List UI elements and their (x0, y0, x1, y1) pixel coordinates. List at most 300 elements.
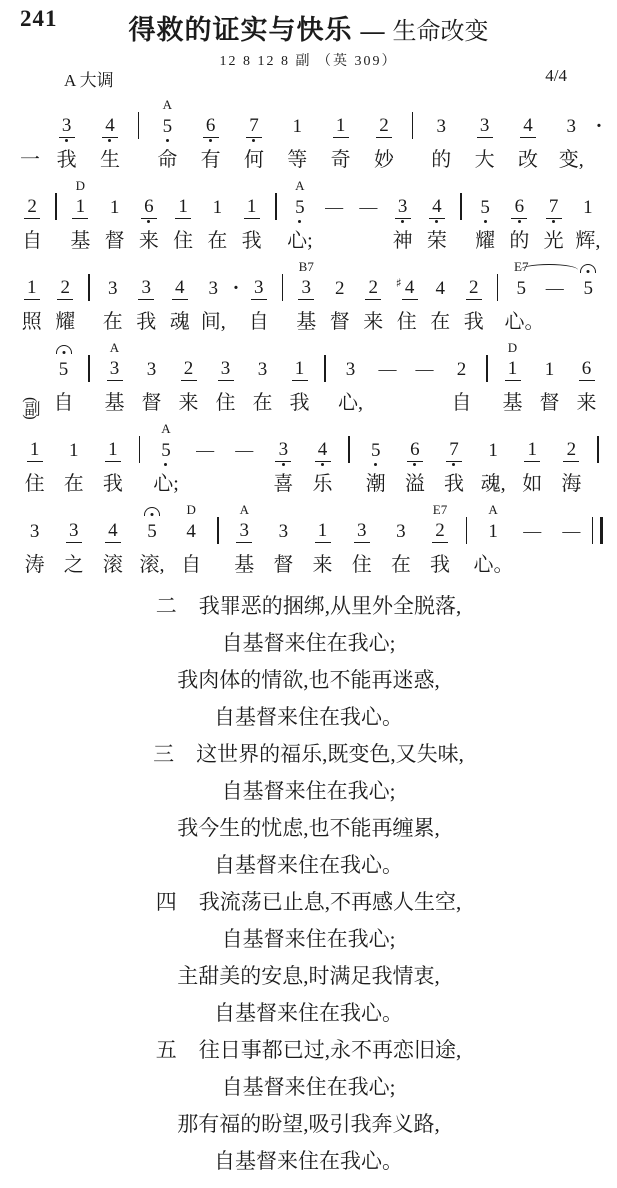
chord-slot (170, 339, 207, 357)
note-digit: 3 (108, 277, 118, 299)
note-slot (133, 357, 170, 381)
chord-label: D (186, 502, 196, 517)
note-slot (49, 276, 83, 300)
lyric: 来 (178, 392, 199, 414)
octave-slot (49, 219, 63, 226)
chord-slot (225, 501, 264, 519)
verse-line (0, 958, 617, 995)
low-octave-dot (65, 139, 68, 142)
note-cell (166, 177, 200, 258)
chord-slot (303, 420, 342, 438)
chord-slot (319, 96, 362, 114)
note-digit: 6 (579, 357, 595, 381)
lyric: 住 (351, 554, 372, 576)
note-digit: 1 (524, 438, 540, 462)
note-slot (130, 276, 164, 300)
note-digit: 3 (236, 519, 252, 543)
note-slot (351, 195, 385, 219)
octave-slot (15, 300, 49, 307)
note-slot (93, 438, 132, 462)
chord-slot (474, 420, 513, 438)
lyric: 来 (363, 311, 384, 333)
note-digit: 5 (161, 439, 171, 461)
note-digit: 2 (365, 276, 381, 300)
music-score (15, 96, 605, 582)
lyric: 等 (287, 149, 308, 171)
note-digit: 5 (480, 196, 490, 218)
note-cell (88, 96, 131, 177)
verse-number: 二 (155, 594, 177, 618)
octave-slot (276, 300, 290, 307)
note-cell (283, 177, 317, 258)
octave-slot (319, 138, 362, 145)
barline (88, 355, 90, 382)
chord-slot (395, 420, 434, 438)
barline (55, 193, 57, 220)
lyric: 自 (248, 311, 269, 333)
lyric: 的 (431, 149, 452, 171)
octave-slot (571, 219, 605, 226)
key-signature: A 大调 (64, 71, 114, 90)
octave-slot (506, 138, 549, 145)
low-octave-dot (413, 463, 416, 466)
note-digit: 5 (370, 439, 381, 461)
lyric: 间, (200, 311, 226, 333)
barline (497, 274, 499, 301)
note-cell (133, 339, 170, 420)
note-cell (170, 339, 207, 420)
octave-slot (491, 300, 505, 307)
note-slot (593, 114, 605, 138)
octave-slot (54, 543, 93, 550)
chord-slot (420, 501, 459, 519)
lyric: 如 (522, 473, 543, 495)
note-slot (88, 114, 131, 138)
chord-slot (381, 501, 420, 519)
note-slot (230, 276, 242, 300)
chord-slot (434, 420, 473, 438)
note-slot (505, 276, 539, 300)
fermata-icon (580, 264, 596, 273)
octave-slot (513, 543, 552, 550)
octave-slot (170, 381, 207, 388)
note-digit: 3 (208, 277, 218, 299)
note-slot (172, 519, 211, 543)
octave-slot (93, 543, 132, 550)
lyric: 我 (443, 473, 464, 495)
octave-slot (49, 300, 83, 307)
note-cell (420, 177, 454, 258)
note-digit: 1 (105, 438, 121, 462)
lyric: 变, (558, 149, 584, 171)
note-digit: 3 (477, 114, 493, 138)
note-cell (49, 258, 83, 339)
note-digit: 2 (335, 277, 345, 299)
note-slot (15, 114, 45, 138)
note-digit: 3 (436, 115, 447, 137)
barline (139, 436, 141, 463)
lyric: 住 (24, 473, 45, 495)
note-cell (552, 420, 591, 501)
note-cell (424, 258, 458, 339)
page-title (0, 8, 617, 47)
chord-slot (172, 501, 211, 519)
lyric: 海 (561, 473, 582, 495)
score-line (15, 177, 605, 258)
lyric: 改 (517, 149, 538, 171)
note-cell (15, 177, 49, 258)
note-digit: 3 (59, 114, 75, 138)
note-cell (386, 177, 420, 258)
note-digit: 4 (402, 276, 418, 300)
chord-slot (424, 258, 458, 276)
note-digit: 3 (396, 520, 406, 542)
octave-slot (232, 138, 275, 145)
note-digit: 3 (275, 438, 291, 462)
octave-slot (342, 462, 356, 469)
note-digit: 3 (138, 276, 154, 300)
note-cell (264, 420, 303, 501)
note-slot (225, 519, 264, 543)
note-slot (45, 114, 88, 138)
lyric-slot (591, 550, 605, 582)
octave-slot (15, 138, 45, 145)
note-slot (323, 276, 357, 300)
note-digit: 1 (333, 114, 349, 138)
note-digit: 6 (511, 195, 527, 219)
note-cell (207, 339, 244, 420)
octave-slot (132, 219, 166, 226)
note-slot (197, 276, 231, 300)
lyric: 我 (289, 392, 310, 414)
lyric: 妙 (373, 149, 394, 171)
note-cell (163, 258, 197, 339)
note-slot (283, 195, 317, 219)
chord-label: E7 (514, 259, 529, 274)
chord-slot (550, 96, 593, 114)
verse-line (0, 884, 617, 921)
note-slot (166, 195, 200, 219)
note-digit: 5 (162, 115, 173, 137)
lyric: 住 (396, 311, 417, 333)
chord-slot (230, 258, 242, 276)
note-slot (513, 438, 552, 462)
octave-slot (15, 462, 54, 469)
octave-slot (443, 381, 480, 388)
note-cell (290, 258, 324, 339)
barline (324, 355, 326, 382)
note-cell (225, 501, 264, 582)
note-cell (96, 258, 130, 339)
duration-dash: — (562, 520, 581, 541)
octave-slot (45, 381, 82, 388)
note-digit: 1 (175, 195, 191, 219)
lyric: 心。 (504, 311, 545, 333)
chord-slot (15, 501, 54, 519)
note-slot (390, 276, 424, 300)
lyric: 心; (287, 230, 313, 252)
note-slot (424, 276, 458, 300)
octave-slot (132, 543, 171, 550)
octave-slot (386, 219, 420, 226)
octave-slot (146, 138, 189, 145)
chord-slot (362, 96, 405, 114)
octave-slot (93, 462, 132, 469)
verse-line (0, 810, 617, 847)
note-slot (381, 519, 420, 543)
note-slot (395, 438, 434, 462)
chord-label: B7 (298, 259, 314, 274)
lyric: 魂, (480, 473, 506, 495)
octave-slot (454, 219, 468, 226)
octave-slot (474, 543, 513, 550)
barline-cell (406, 96, 420, 177)
note-slot (276, 276, 290, 300)
chord-label: A (488, 502, 498, 517)
octave-slot (568, 381, 605, 388)
barline (88, 274, 90, 301)
chord-label: D (75, 178, 86, 193)
duration-dash: — (545, 277, 564, 298)
lyric (351, 226, 385, 258)
octave-slot (264, 543, 303, 550)
note-cell (463, 96, 506, 177)
note-digit: 5 (583, 277, 593, 299)
octave-slot (550, 138, 593, 145)
note-slot (211, 519, 225, 543)
low-octave-dot (452, 463, 455, 466)
lyric: 神 (392, 230, 413, 252)
note-cell (232, 96, 275, 177)
note-slot (386, 195, 420, 219)
note-slot (357, 276, 391, 300)
octave-slot (146, 462, 185, 469)
verse-marker-cell (15, 339, 45, 420)
note-slot (189, 114, 232, 138)
note-digit: 2 (466, 276, 482, 300)
sharp-icon: ♯ (395, 275, 402, 290)
note-slot (207, 357, 244, 381)
note-digit: 4 (435, 277, 445, 299)
chord-slot (420, 96, 463, 114)
chord-slot (281, 339, 318, 357)
note-cell (568, 339, 605, 420)
barline-cell (276, 258, 290, 339)
chord-slot (593, 96, 605, 114)
dash-cell (513, 501, 552, 582)
lyric (552, 550, 591, 582)
note-digit: 4 (186, 520, 196, 542)
chord-label: A (161, 421, 171, 436)
verse-text: 自基督来住在我心。 (214, 1149, 403, 1173)
note-slot (406, 357, 443, 381)
note-slot (15, 438, 54, 462)
barline-cell (49, 177, 63, 258)
note-slot (406, 114, 420, 138)
note-slot (264, 438, 303, 462)
note-digit: 1 (544, 358, 555, 380)
duration-dash: — (325, 196, 344, 217)
lyric: 大 (474, 149, 495, 171)
dash-cell (538, 258, 572, 339)
chord-label: E7 (432, 502, 448, 517)
note-cell (572, 258, 606, 339)
chord-slot (443, 339, 480, 357)
note-cell (357, 258, 391, 339)
dash-cell (406, 339, 443, 420)
note-digit: 3 (66, 519, 82, 543)
lyric: 乐 (312, 473, 333, 495)
lyric: 自 (53, 392, 74, 414)
note-slot (463, 114, 506, 138)
lyric: 基 (234, 554, 255, 576)
chord-slot (88, 96, 131, 114)
note-cell (146, 96, 189, 177)
chord-slot (54, 420, 93, 438)
note-cell (54, 420, 93, 501)
note-cell (494, 339, 531, 420)
note-cell (332, 339, 369, 420)
verse-marker-cell (15, 96, 45, 177)
note-digit: 3 (354, 519, 370, 543)
octave-slot (342, 543, 381, 550)
octave-slot (96, 381, 133, 388)
octave-slot (591, 462, 605, 469)
verse-marker: 一 (20, 149, 40, 171)
note-slot (342, 438, 356, 462)
note-cell (15, 258, 49, 339)
verse-line (0, 625, 617, 662)
duration-dash: — (196, 439, 215, 460)
chord-slot (96, 339, 133, 357)
octave-slot (463, 138, 506, 145)
note-slot (552, 519, 591, 543)
note-cell (15, 501, 54, 582)
lyric (317, 226, 351, 258)
low-octave-dot (518, 220, 521, 223)
barline-cell (480, 339, 494, 420)
low-octave-dot (552, 220, 555, 223)
note-slot (342, 519, 381, 543)
verse-text: 往日事都已过,永不再恋旧途, (198, 1038, 462, 1062)
note-slot (132, 114, 146, 138)
octave-slot (133, 381, 170, 388)
fermata-icon (56, 345, 72, 354)
note-digit: 3 (257, 358, 268, 380)
hymn-number: 241 (20, 6, 58, 31)
chord-slot (98, 177, 132, 195)
score-line (15, 339, 605, 420)
lyric: 我 (56, 149, 77, 171)
note-slot (82, 276, 96, 300)
note-slot (132, 438, 146, 462)
octave-slot (283, 219, 317, 226)
chord-slot (420, 177, 454, 195)
note-slot (63, 195, 97, 219)
verse-text: 自基督来住在我心; (221, 927, 396, 951)
note-cell (356, 420, 395, 501)
note-slot (146, 114, 189, 138)
note-cell (506, 96, 549, 177)
lyric-slot (211, 550, 225, 582)
verse-text: 我今生的忧虑,也不能再缠累, (177, 816, 440, 840)
chord-label: A (295, 178, 305, 193)
final-barline-cell (591, 501, 605, 582)
note-slot (303, 519, 342, 543)
verse-marker (15, 388, 45, 420)
note-digit: 4 (429, 195, 445, 219)
chord-slot (186, 420, 225, 438)
chord-slot (15, 258, 49, 276)
chord-slot (552, 420, 591, 438)
lyric: 基 (70, 230, 91, 252)
note-digit: 3 (298, 276, 314, 300)
lyric: 在 (430, 311, 451, 333)
note-slot (15, 276, 49, 300)
note-cell (276, 96, 319, 177)
note-cell (242, 258, 276, 339)
note-digit: 1 (315, 519, 331, 543)
octave-slot (357, 300, 391, 307)
lyric-slot (460, 550, 474, 582)
note-slot (242, 276, 276, 300)
lyric-slot (406, 145, 420, 177)
low-octave-dot (321, 463, 324, 466)
note-cell (132, 177, 166, 258)
octave-slot (406, 381, 443, 388)
note-digit: 1 (212, 196, 223, 218)
note-slot (494, 357, 531, 381)
verse-text: 这世界的福乐,既变色,又失味, (196, 742, 464, 766)
chord-label: A (239, 502, 249, 517)
note-digit: 1 (244, 195, 260, 219)
verse-line (0, 588, 617, 625)
note-digit: 1 (292, 357, 308, 381)
note-slot (15, 195, 49, 219)
chorus-label: (副) (22, 396, 39, 418)
lyric-slot (318, 388, 332, 420)
chord-slot (506, 96, 549, 114)
low-octave-dot (166, 139, 169, 142)
chord-slot (457, 258, 491, 276)
lyric: 命 (157, 149, 178, 171)
octave-slot (189, 138, 232, 145)
note-digit: 1 (68, 439, 79, 461)
lyric: 耀 (55, 311, 76, 333)
lyric: 来 (576, 392, 597, 414)
lyric (572, 307, 606, 339)
lyric: 自 (22, 230, 43, 252)
note-slot (319, 114, 362, 138)
fermata-icon (144, 507, 160, 516)
chord-slot (132, 501, 171, 519)
verse-line (0, 921, 617, 958)
lyric: 我 (241, 230, 262, 252)
octave-slot (593, 138, 605, 145)
note-digit: 4 (520, 114, 536, 138)
note-slot (54, 519, 93, 543)
barline (282, 274, 284, 301)
lyric: 基 (104, 392, 125, 414)
final-barline (592, 517, 603, 544)
note-digit: 1 (72, 195, 88, 219)
octave-slot (424, 300, 458, 307)
lyric: 的 (509, 230, 530, 252)
octave-slot (207, 381, 244, 388)
note-slot (468, 195, 502, 219)
lyric: 辉, (575, 230, 601, 252)
lyric: 心。 (473, 554, 514, 576)
